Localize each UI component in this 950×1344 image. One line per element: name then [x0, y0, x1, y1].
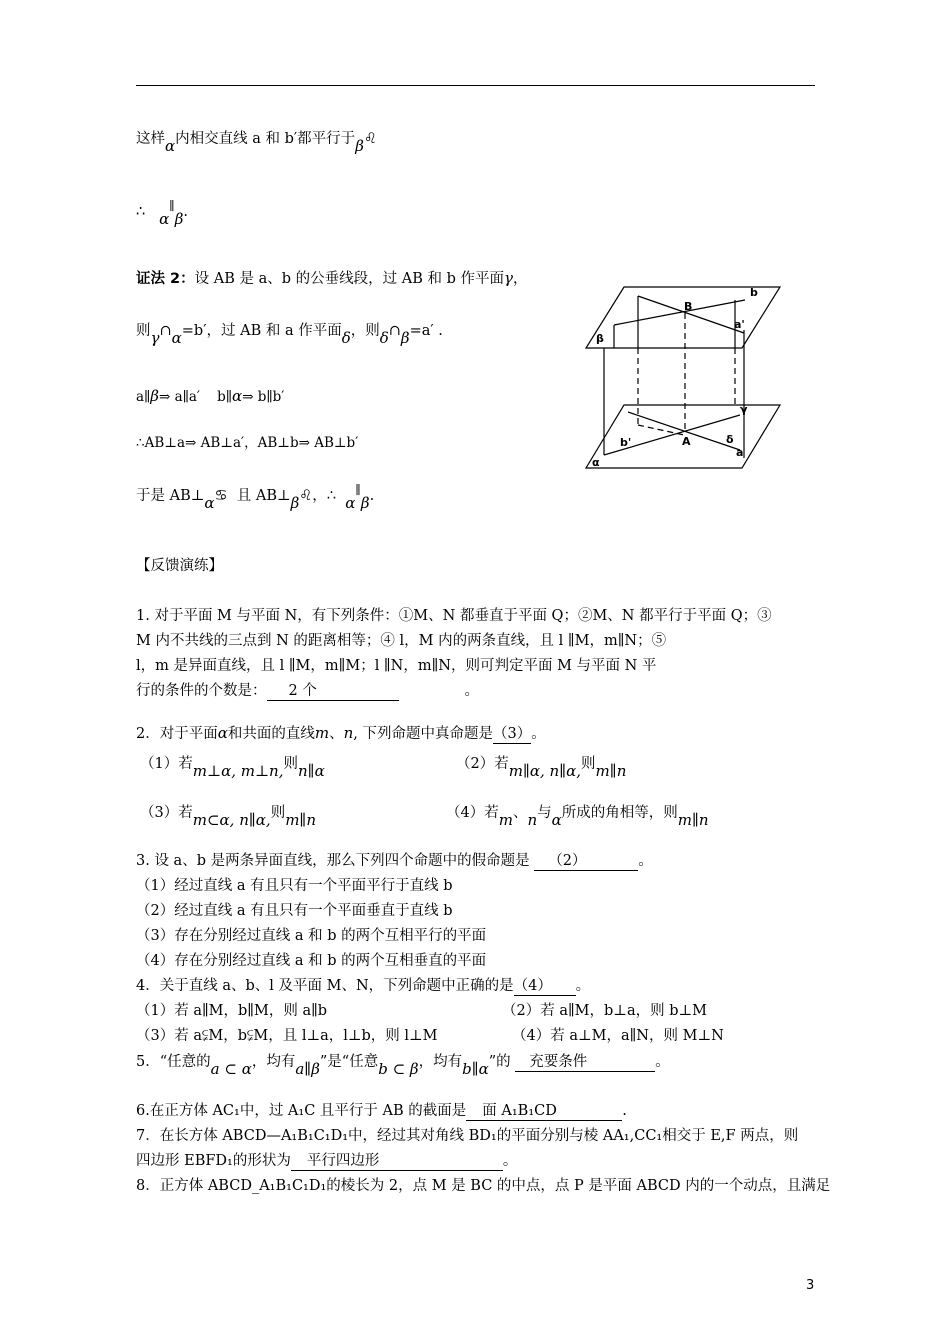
text: ，则: [350, 323, 380, 339]
label-gamma: γ: [740, 403, 748, 416]
q3-option1: （1）经过直线 a 有且只有一个平面平行于直线 b: [136, 878, 453, 894]
text: 这样: [136, 131, 165, 147]
text: a∥: [136, 389, 151, 405]
q2-stem: [136, 723, 546, 744]
text: 。: [502, 1153, 518, 1169]
text: （1）若: [140, 756, 193, 772]
text: 则: [270, 805, 286, 821]
var-m: m: [498, 811, 513, 829]
text: 所成的角相等，则: [561, 805, 678, 821]
intersect-symbol: ∩: [159, 323, 172, 339]
label-beta: β: [596, 332, 604, 345]
label-b-prime: b': [620, 436, 632, 449]
q7-answer: 平行四边形: [291, 1153, 503, 1171]
proof1-line2: [136, 199, 189, 228]
text: 。: [464, 683, 479, 699]
q1-line4: [136, 681, 479, 701]
label-a-prime: a': [734, 318, 745, 331]
parallel-symbol: ∥: [169, 199, 175, 213]
page-number: 3: [806, 1278, 815, 1293]
q4-option1: （1）若 a∥M，b∥M，则 a∥b: [136, 1003, 328, 1019]
text: 。: [638, 853, 653, 869]
q7-line2: [136, 1151, 517, 1171]
formula: m⊂α, n∥α,: [192, 811, 271, 829]
proof2-line1: [136, 268, 527, 289]
text: .: [183, 204, 189, 220]
parallel-symbol: ∥: [355, 483, 361, 497]
text: 则: [136, 323, 151, 339]
text: （2）若: [456, 756, 509, 772]
label-B: B: [684, 300, 693, 313]
q2-option2: [456, 753, 627, 780]
q8-line1: 8．正方体 ABCD_A₁B₁C₁D₁的棱长为 2，点 M 是 BC 的中点，点 P 是平面 ABCD 内的一个动点，且满足: [136, 1178, 831, 1194]
text: ，: [512, 271, 528, 287]
leo-symbol: ♌: [363, 131, 377, 147]
formula: b∥α: [462, 1060, 489, 1078]
proof2-line4: ∴AB⊥a⇒ AB⊥a′，AB⊥b⇒ AB⊥b′: [136, 435, 359, 451]
alpha-symbol: α: [217, 724, 228, 742]
text: , 下列命题中真命题是: [353, 726, 493, 742]
geometry-figure: [580, 280, 790, 475]
formula: m⊥α, m⊥n,: [192, 762, 284, 780]
header-rule: [136, 85, 815, 86]
gamma-symbol: γ: [503, 269, 513, 287]
alpha-symbol: α: [165, 137, 176, 155]
text: 。: [655, 1054, 670, 1070]
text: 于是 AB⊥: [136, 488, 205, 504]
q6-answer: 面 A₁B₁CD: [466, 1103, 622, 1121]
feedback-title: 【反馈演练】: [136, 558, 223, 574]
formula: m∥n: [595, 762, 627, 780]
formula: b ⊂ β: [378, 1060, 419, 1078]
cancer-symbol: ♋: [214, 488, 228, 504]
text: .: [369, 488, 375, 504]
q2-answer: （3）: [493, 726, 532, 742]
text: 设 AB 是 a、b 的公垂线段，过 AB 和 b 作平面: [194, 271, 504, 287]
q2-option3: [140, 802, 317, 829]
text: ⇒ b∥b′: [242, 389, 285, 405]
text: 6.在正方体 AC₁中，过 A₁C 且平行于 AB 的截面是: [136, 1103, 467, 1119]
text: 行的条件的个数是：: [136, 683, 267, 699]
label-a: a: [736, 446, 744, 459]
text: .: [622, 1103, 627, 1119]
text: （4）若: [446, 805, 499, 821]
q2-option4: [446, 802, 709, 829]
proof1-line1: [136, 128, 377, 155]
label-A: A: [682, 435, 691, 448]
q3-option3: （3）存在分别经过直线 a 和 b 的两个互相平行的平面: [136, 928, 487, 944]
text: 、: [329, 726, 344, 742]
proof2-title: 证法 2：: [136, 271, 195, 287]
beta-symbol: β: [174, 210, 184, 228]
q7-line1: 7．在长方体 ABCD—A₁B₁C₁D₁中，经过其对角线 BD₁的平面分别与棱 AA₁,CC₁相交于 E,F 两点，则: [136, 1128, 799, 1144]
line-b: [614, 300, 745, 325]
beta-symbol: β: [290, 494, 300, 512]
text: 3. 设 a、b 是两条异面直线，那么下列四个命题中的假命题是: [136, 853, 530, 869]
beta-symbol: β: [400, 329, 410, 347]
text: =a′ .: [409, 323, 443, 339]
alpha-symbol: α: [204, 494, 215, 512]
text: 2．对于平面: [136, 726, 218, 742]
formula: m∥n: [285, 811, 317, 829]
text: 4．关于直线 a、b、l 及平面 M、N，下列命题中正确的是: [136, 978, 514, 994]
proof2-line2: [136, 320, 443, 347]
text: =b′，过 AB 和 a 作平面: [181, 323, 342, 339]
beta-symbol: β: [150, 387, 159, 405]
q3-stem: [136, 851, 653, 871]
formula: a ⊂ α: [210, 1060, 252, 1078]
formula: a∥β: [295, 1060, 320, 1078]
text: 和共面的直线: [227, 726, 315, 742]
label-delta: δ: [726, 433, 734, 446]
q3-option4: （4）存在分别经过直线 a 和 b 的两个互相垂直的平面: [136, 953, 487, 969]
text: 四边形 EBFD₁的形状为: [136, 1153, 291, 1169]
delta-symbol: δ: [341, 329, 351, 347]
text: 则: [581, 756, 596, 772]
gamma-symbol: γ: [150, 329, 160, 347]
var-n: n: [343, 724, 354, 742]
text: ，均有: [418, 1054, 463, 1070]
line-b-prime: [604, 415, 740, 455]
text: 5．“任意的: [136, 1054, 211, 1070]
alpha-symbol: α: [551, 811, 562, 829]
q3-option2: （2）经过直线 a 有且只有一个平面垂直于直线 b: [136, 903, 453, 919]
text: 内相交直线 a 和 b′都平行于: [175, 131, 356, 147]
q1-line1: 1. 对于平面 M 与平面 N，有下列条件：①M、N 都垂直于平面 Q；②M、N 都平行于平面 Q；③: [136, 608, 772, 624]
q1-line2: M 内不共线的三点到 N 的距离相等；④ l，M 内的两条直线，且 l ∥M，m∥N；⑤: [136, 633, 667, 649]
text: ”的: [488, 1054, 511, 1070]
proof2-line3: [136, 386, 284, 407]
alpha-symbol: α: [171, 329, 182, 347]
text: 、: [512, 805, 528, 821]
label-alpha: α: [592, 456, 600, 469]
text: 与: [537, 805, 552, 821]
text: ”是“任意: [319, 1054, 379, 1070]
q4-stem: [136, 976, 590, 996]
text: ，均有: [251, 1054, 296, 1070]
q5-answer: 充要条件: [515, 1054, 655, 1072]
leo-symbol: ♌，∴: [299, 488, 337, 504]
alpha-symbol: α: [345, 494, 356, 512]
q6-stem: [136, 1101, 627, 1121]
q1-line3: l，m 是异面直线，且 l ∥M，m∥M；l ∥N，m∥N，则可判定平面 M 与平面 N 平: [136, 658, 657, 674]
q4-option3: （3）若 a⫋M，b⫋M，且 l⊥a，l⊥b，则 l⊥M: [136, 1028, 438, 1044]
text: ⇒ a∥a′: [158, 389, 200, 405]
beta-symbol: β: [355, 137, 364, 155]
proof2-line5: [136, 483, 375, 512]
text: b∥: [217, 389, 233, 405]
label-b: b: [750, 286, 758, 299]
delta-symbol: δ: [379, 329, 389, 347]
alpha-symbol: α: [159, 210, 170, 228]
intersect-symbol: ∩: [388, 323, 401, 339]
q4-answer: （4）: [514, 978, 576, 996]
q1-answer: 2 个: [267, 683, 399, 701]
var-n: n: [527, 811, 538, 829]
var-m: m: [314, 724, 330, 742]
formula: m∥n: [677, 811, 709, 829]
text: （3）若: [140, 805, 193, 821]
q2-option1: [140, 753, 325, 780]
q4-option4: （4）若 a⊥M，a∥N，则 M⊥N: [512, 1028, 724, 1044]
text: 。: [531, 726, 546, 742]
text: 且 AB⊥: [236, 488, 291, 504]
q5-stem: [136, 1051, 670, 1078]
text: 。: [575, 978, 591, 994]
formula: m∥α, n∥α,: [508, 762, 582, 780]
q4-option2: （2）若 a∥M，b⊥a，则 b⊥M: [502, 1003, 707, 1019]
q3-answer: （2）: [534, 853, 638, 871]
text: 则: [283, 756, 298, 772]
therefore-symbol: ∴: [136, 204, 146, 220]
alpha-symbol: α: [232, 387, 243, 405]
beta-symbol: β: [360, 494, 370, 512]
formula: n∥α: [298, 762, 325, 780]
